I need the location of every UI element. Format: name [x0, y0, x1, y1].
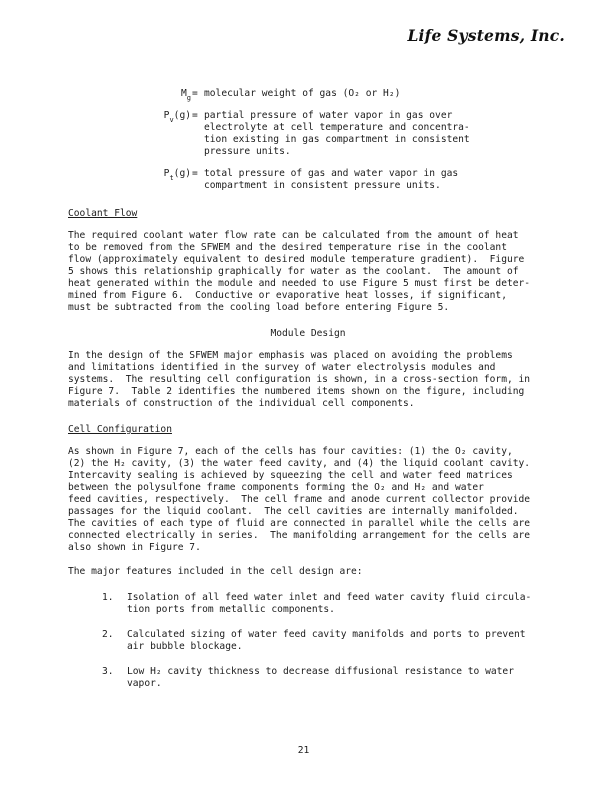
text-line: materials of construction of the individual cell components. — [68, 398, 415, 409]
features-list — [102, 592, 552, 703]
text-line: In the design of the SFWEM major emphasis was placed on avoiding the problems — [68, 350, 513, 361]
definition-text — [204, 88, 523, 100]
company-logo: Life Systems, Inc. — [407, 26, 565, 45]
text-line: The cavities of each type of fluid are connected in parallel while the cells are — [68, 518, 531, 529]
text-line: pressure units. — [204, 146, 291, 157]
feature-number: 1. — [102, 592, 114, 603]
text-line: The required coolant water flow rate can be calculated from the amount of heat — [68, 230, 519, 241]
cell-configuration-heading: Cell Configuration — [68, 424, 172, 435]
feature-text — [127, 629, 552, 653]
feature-text — [127, 666, 552, 690]
symbol-definitions — [143, 88, 523, 202]
text-line: to be removed from the SFWEM and the desired temperature rise in the coolant — [68, 242, 507, 253]
text-line: feed cavities, respectively. The cell frame and anode current collector provide — [68, 494, 531, 505]
definition-symbol: $P_v(g)$ — [163, 110, 191, 124]
definition-item — [143, 168, 523, 192]
text-line: electrolyte at cell temperature and concentra- — [204, 122, 470, 133]
text-line: vapor. — [127, 678, 162, 689]
text-line: 5 shows this relationship graphically for water as the coolant. The amount of — [68, 266, 519, 277]
module-design-paragraph — [68, 350, 548, 410]
text-line: heat generated within the module and needed to use Figure 5 must first be deter- — [68, 278, 531, 289]
coolant-flow-heading: Coolant Flow — [68, 208, 138, 219]
module-design-heading: Module Design — [270, 328, 346, 339]
text-line: molecular weight of gas (O₂ or H₂) — [204, 88, 401, 99]
feature-item — [102, 592, 552, 616]
feature-item — [102, 666, 552, 690]
definition-symbol: $M_g$ — [181, 88, 191, 102]
text-line: tion existing in gas compartment in consistent — [204, 134, 470, 145]
text-line: also shown in Figure 7. — [68, 542, 201, 553]
equals-sign: = — [192, 88, 198, 99]
text-line: total pressure of gas and water vapor in gas — [204, 168, 459, 179]
text-line: flow (approximately equivalent to desired module temperature gradient). Figure — [68, 254, 525, 265]
module-design-section — [68, 328, 548, 410]
text-line: (2) the H₂ cavity, (3) the water feed cavity, and (4) the liquid coolant cavity. — [68, 458, 531, 469]
text-line: must be subtracted from the cooling load before entering Figure 5. — [68, 302, 450, 313]
definition-symbol: $P_t(g)$ — [163, 168, 191, 182]
equals-sign: = — [192, 110, 198, 121]
text-line: and limitations identified in the survey of water electrolysis modules and — [68, 362, 496, 373]
feature-number: 2. — [102, 629, 114, 640]
text-line: connected electrically in series. The manifolding arrangement for the cells are — [68, 530, 531, 541]
text-line: air bubble blockage. — [127, 641, 243, 652]
features-intro — [68, 566, 548, 578]
feature-item — [102, 629, 552, 653]
equals-sign: = — [192, 168, 198, 179]
coolant-flow-section — [68, 208, 548, 314]
text-line: compartment in consistent pressure units. — [204, 180, 441, 191]
text-line: passages for the liquid coolant. The cell cavities are internally manifolded. — [68, 506, 519, 517]
text-line: Figure 7. Table 2 identifies the numbered items shown on the figure, including — [68, 386, 525, 397]
definition-item — [143, 88, 523, 100]
cell-configuration-paragraph — [68, 446, 548, 554]
feature-text — [127, 592, 552, 616]
text-line: systems. The resulting cell configuration is shown, in a cross-section form, in — [68, 374, 531, 385]
definition-item — [143, 110, 523, 158]
text-line: between the polysulfone frame components forming the O₂ and H₂ and water — [68, 482, 484, 493]
text-line: mined from Figure 6. Conductive or evaporative heat losses, if significant, — [68, 290, 507, 301]
definition-text — [204, 168, 523, 192]
features-intro-text: The major features included in the cell design are: — [68, 566, 363, 577]
text-line: Calculated sizing of water feed cavity manifolds and ports to prevent — [127, 629, 526, 640]
definition-text — [204, 110, 523, 158]
cell-configuration-section — [68, 424, 548, 554]
page-number: 21 — [297, 745, 310, 756]
text-line: As shown in Figure 7, each of the cells has four cavities: (1) the O₂ cavity, — [68, 446, 513, 457]
text-line: Low H₂ cavity thickness to decrease diffusional resistance to water — [127, 666, 514, 677]
text-line: partial pressure of water vapor in gas over — [204, 110, 453, 121]
text-line: Intercavity sealing is achieved by squeezing the cell and water feed matrices — [68, 470, 513, 481]
text-line: Isolation of all feed water inlet and feed water cavity fluid circula- — [127, 592, 532, 603]
coolant-flow-paragraph — [68, 230, 548, 314]
text-line: tion ports from metallic components. — [127, 604, 335, 615]
feature-number: 3. — [102, 666, 114, 677]
